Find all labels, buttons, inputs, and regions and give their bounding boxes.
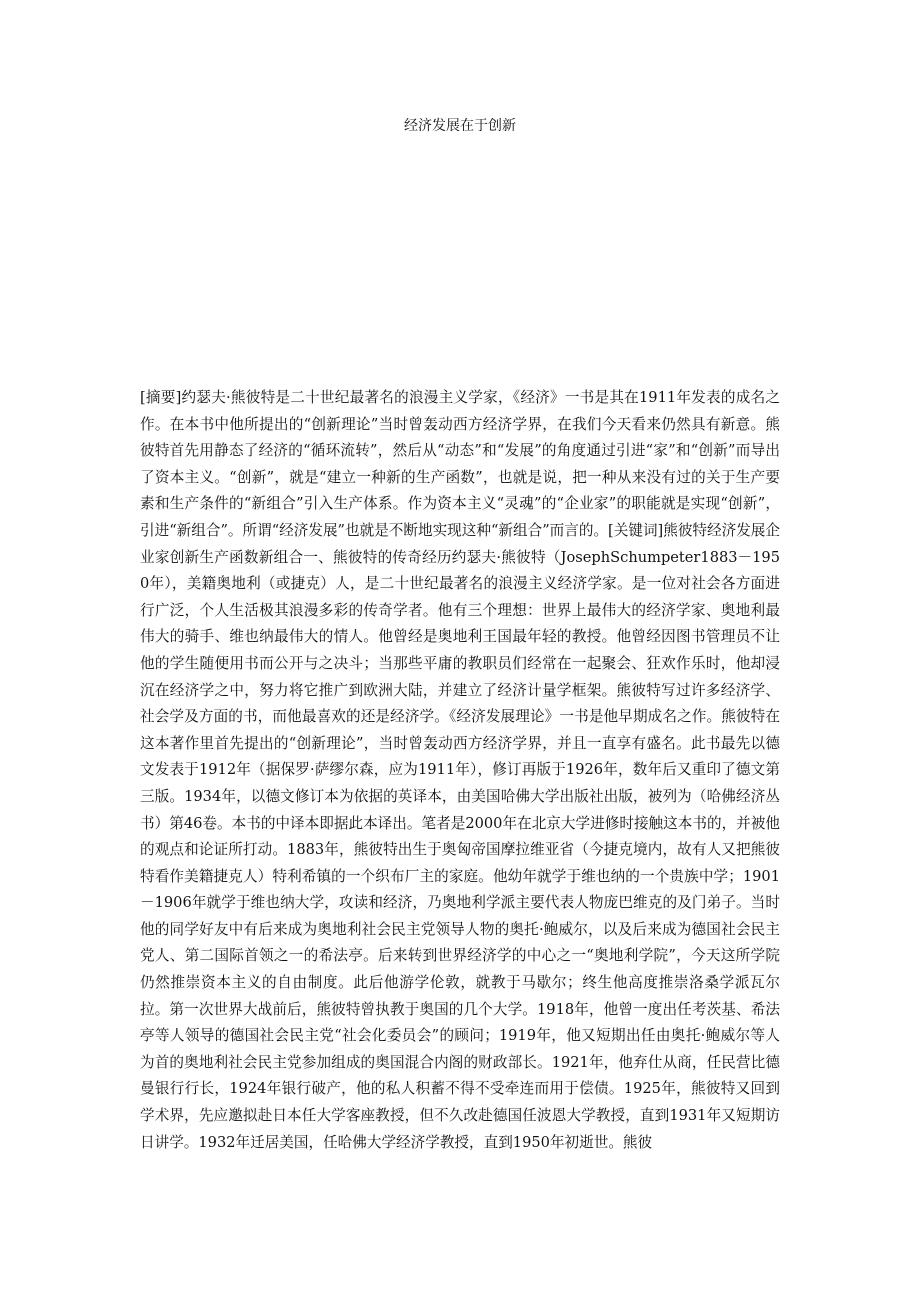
document-body-paragraph: [摘要]约瑟夫·熊彼特是二十世纪最著名的浪漫主义学家，《经济》一书是其在1911年发表的成名之作。在本书中他所提出的“创新理论”当时曾轰动西方经济学界，在我们今天看来仍然具有新意。熊彼特首先用静态了经济的“循环流转”，然后从“动态”和“发展”的角度通过引进“家”和“创新”而导出了资本主义。“创新”，就是“建立一种新的生产函数”，也就是说，把一种从来没有过的关于生产要素和生产条件的“新组合”引入生产体系。作为资本主义“灵魂”的“企业家”的职能就是实现“创新”，引进“新组合”。所谓“经济发展”也就是不断地实现这种“新组合”而言的。[关键词]熊彼特经济发展企业家创新生产函数新组合一、熊彼特的传奇经历约瑟夫·熊彼特（JosephSchumpeter1883－1950年），美籍奥地利（或捷克）人，是二十世纪最著名的浪漫主义经济学家。是一位对社会各方面进行广泛，个人生活极其浪漫多彩的传奇学者。他有三个理想：世界上最伟大的经济学家、奥地利最伟大的骑手、维也纳最伟大的情人。他曾经是奥地利王国最年轻的教授。他曾经因图书管理员不让他的学生随便用书而公开与之决斗；当那些平庸的教职员们经常在一起聚会、狂欢作乐时，他却浸沉在经济学之中，努力将它推广到欧洲大陆，并建立了经济计量学框架。熊彼特写过许多经济学、社会学及方面的书，而他最喜欢的还是经济学。《经济发展理论》一书是他早期成名之作。熊彼特在这本著作里首先提出的“创新理论”，当时曾轰动西方经济学界，并且一直享有盛名。此书最先以德文发表于1912年（据保罗·萨缪尔森，应为1911年），修订再版于1926年，数年后又重印了德文第三版。1934年，以德文修订本为依据的英译本，由美国哈佛大学出版社出版，被列为（哈佛经济丛书）第46卷。本书的中译本即据此本译出。笔者是2000年在北京大学进修时接触这本书的，并被他的观点和论证所打动。1883年，熊彼特出生于奥匈帝国摩拉维亚省（今捷克境内，故有人又把熊彼特看作美籍捷克人）特利希镇的一个织布厂主的家庭。他幼年就学于维也纳的一个贵族中学；1901－1906年就学于维也纳大学，攻读和经济，乃奥地利学派主要代表人物庞巴维克的及门弟子。当时他的同学好友中有后来成为奥地利社会民主党领导人物的奥托·鲍威尔，以及后来成为德国社会民主党人、第二国际首领之一的希法亭。后来转到世界经济学的中心之一“奥地利学院”，今天这所学院仍然推崇资本主义的自由制度。此后他游学伦敦，就教于马歇尔；终生他高度推崇洛桑学派瓦尔拉。第一次世界大战前后，熊彼特曾执教于奥国的几个大学。1918年，他曾一度出任考茨基、希法亭等人领导的德国社会民主党“社会化委员会”的顾问；1919年，他又短期出任由奥托·鲍威尔等人为首的奥地利社会民主党参加组成的奥国混合内阁的财政部长。1921年，他弃仕从商，任民营比德曼银行行长，1924年银行破产，他的私人积蓄不得不受牵连而用于偿债。1925年，熊彼特又回到学术界，先应邀拟赴日本任大学客座教授，但不久改赴德国任波恩大学教授，直到1931年又短期访日讲学。1932年迁居美国，任哈佛大学经济学教授，直到1950年初逝世。熊彼 (140, 389, 780, 1151)
document-title: 经济发展在于创新 (404, 118, 516, 134)
